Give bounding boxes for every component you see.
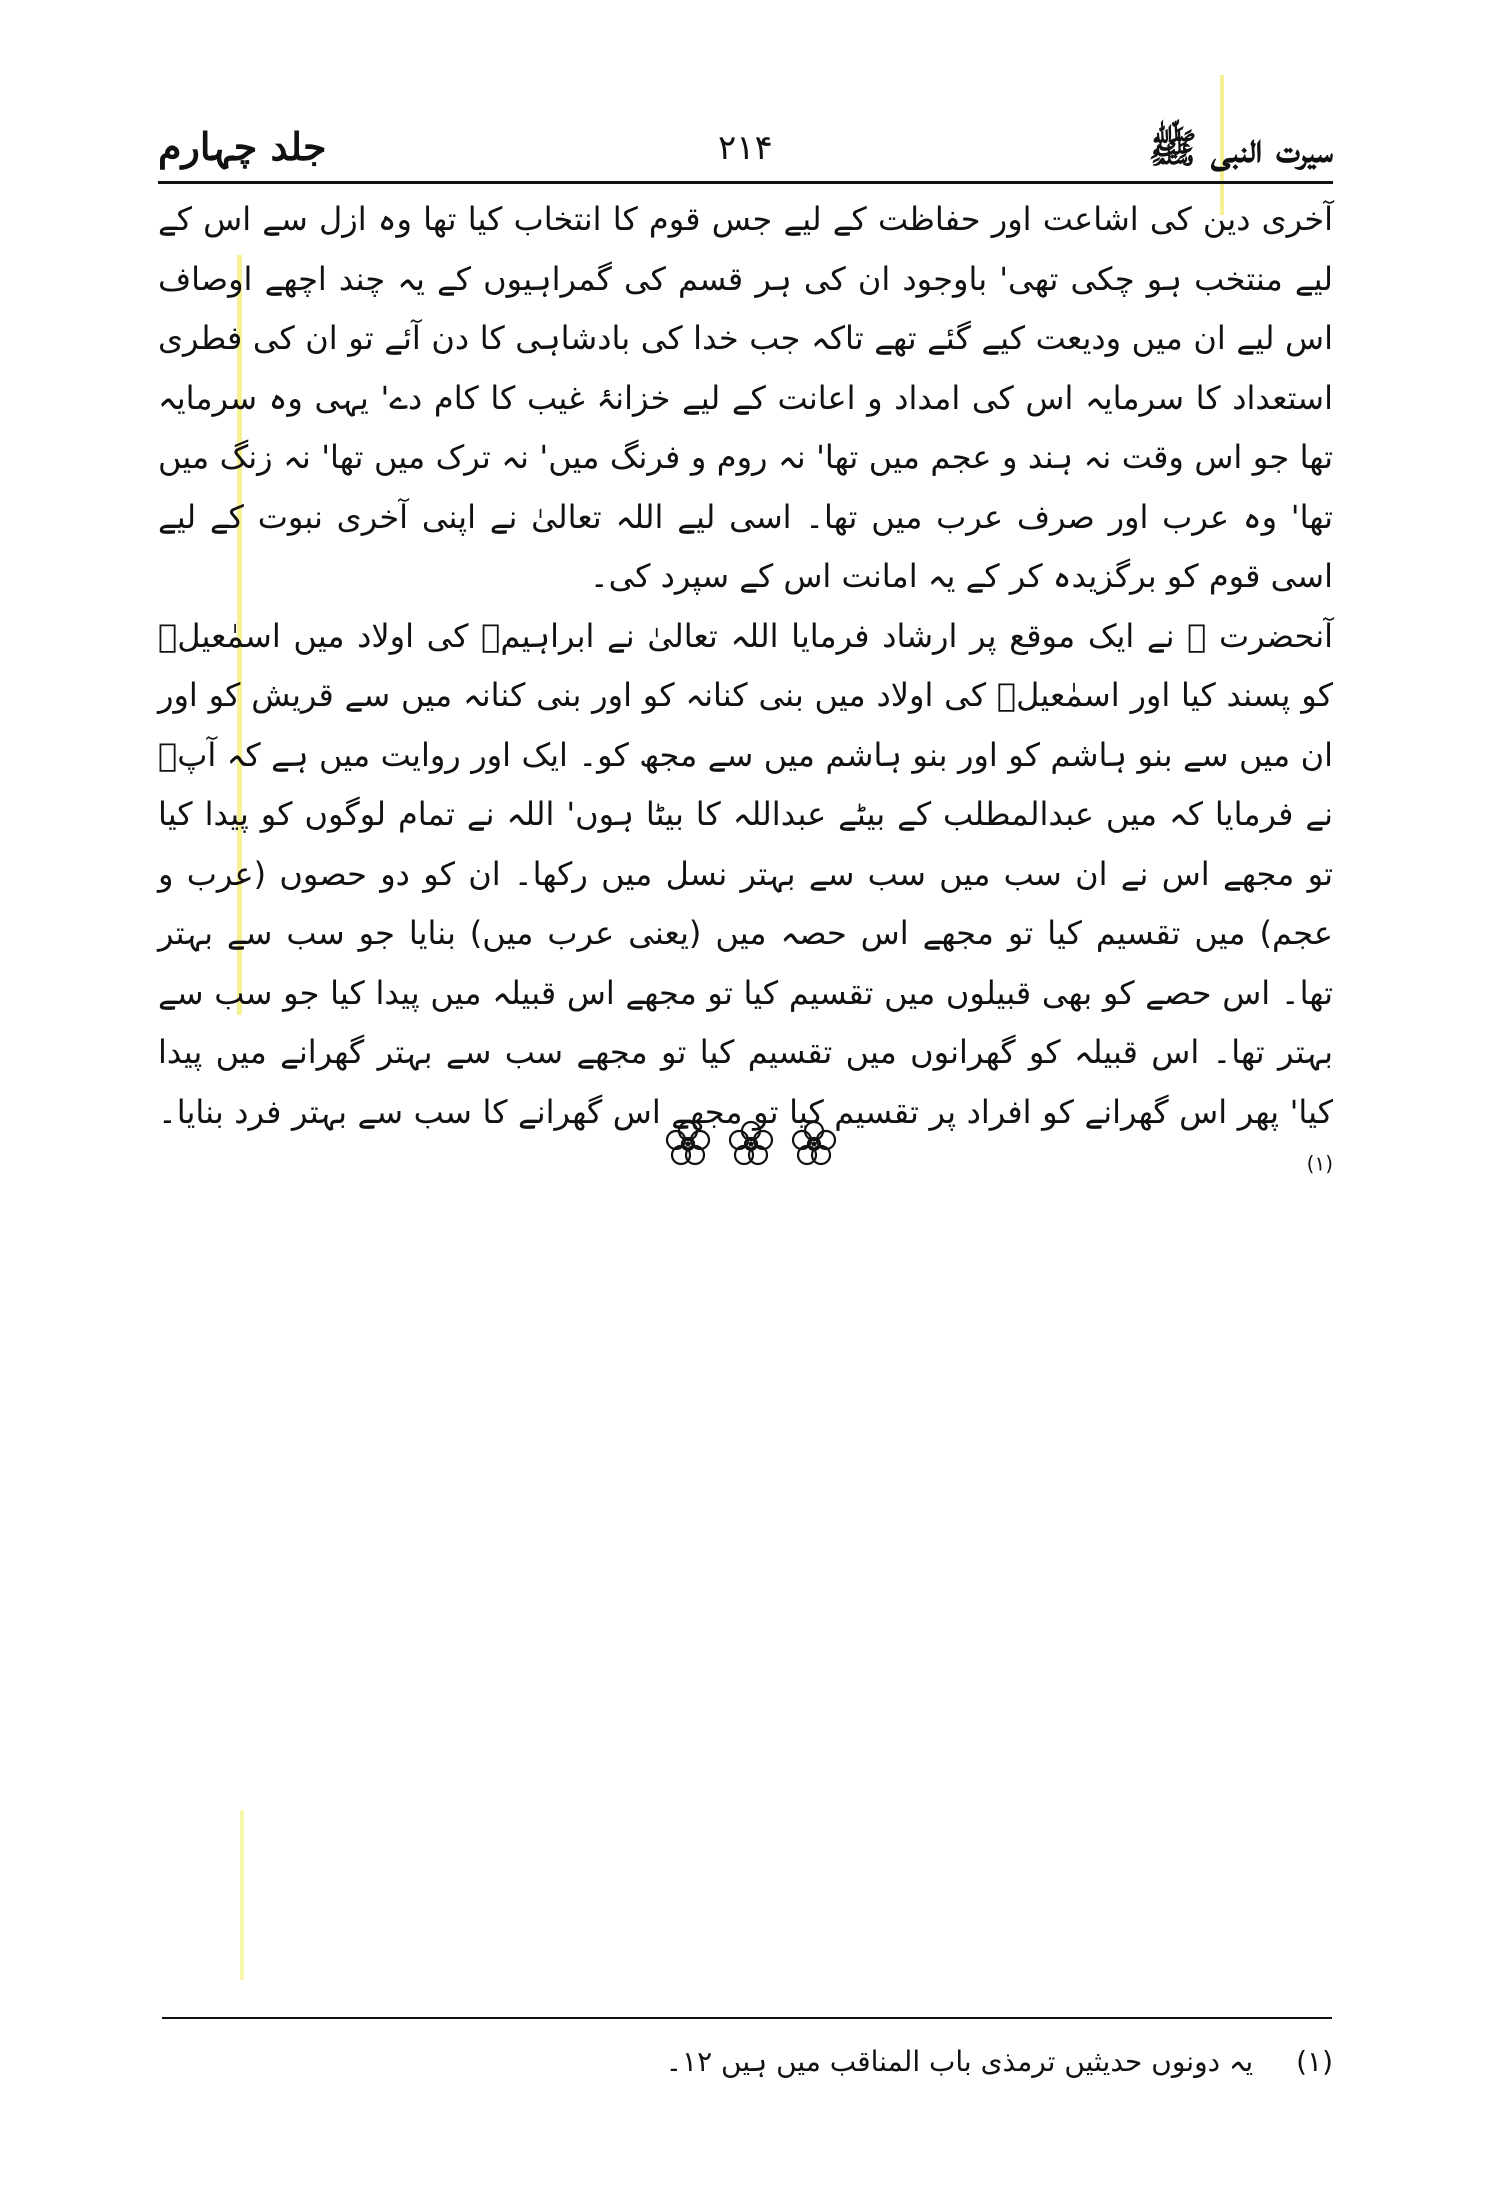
footnote-text: یہ دونوں حدیثیں ترمذی باب المناقب میں ہیں ۱۲۔ bbox=[665, 2045, 1254, 2078]
paragraph-text: آخری دین کی اشاعت اور حفاظت کے لیے جس قوم کا انتخاب کیا تھا وہ ازل سے اس کے لیے منتخب ہو چکی تھی' باوجود ان کی ہر قسم کی گمراہیوں کے یہ چند اچھے اوصاف اس لیے ان میں ودیعت کیے گئے تھے تاکہ جب خدا کی بادشاہی کا دن آئے تو ان کی فطری استعداد کا سرمایہ اس کی امداد و اعانت کے لیے خزانۂ غیب کا کام دے' یہی وہ سرمایہ تھا جو اس وقت نہ ہند و عجم میں تھا' نہ روم و فرنگ میں' نہ ترک میں تھا' نہ زنگ میں تھا' وہ عرب اور صرف عرب میں تھا۔ اسی لیے اللہ تعالیٰ نے اپنی آخری نبوت کے لیے اسی قوم کو برگزیدہ کر کے یہ امانت اس کے سپرد کی۔ bbox=[158, 200, 1333, 595]
highlighter-mark bbox=[240, 1810, 244, 1980]
flower-icon bbox=[788, 1118, 840, 1174]
volume-label: جلد چہارم bbox=[158, 124, 327, 169]
header-divider bbox=[158, 181, 1333, 184]
page-header bbox=[158, 118, 1333, 184]
footnote bbox=[158, 2040, 1333, 2084]
paragraph bbox=[158, 190, 1333, 607]
paragraph-text: آنحضرت ﷺ نے ایک موقع پر ارشاد فرمایا اللہ تعالیٰ نے ابراہیمؑ کی اولاد میں اسمٰعیلؑ کو پسند کیا اور اسمٰعیلؑ کی اولاد میں بنی کنانہ کو اور بنی کنانہ میں سے قریش کو اور ان میں سے بنو ہاشم کو اور بنو ہاشم میں سے مجھ کو۔ ایک اور روایت میں ہے کہ آپؐ نے فرمایا کہ میں عبدالمطلب کے بیٹے عبداللہ کا بیٹا ہوں' اللہ نے تمام لوگوں کو پیدا کیا تو مجھے اس نے ان سب میں سب سے بہتر نسل میں رکھا۔ ان کو دو حصوں (عرب و عجم) میں تقسیم کیا تو مجھے اس حصہ میں (یعنی عرب میں) بنایا جو سب سے بہتر تھا۔ اس حصے کو بھی قبیلوں میں تقسیم کیا تو مجھے اس قبیلہ میں پیدا کیا جو سب سے بہتر تھا۔ اس قبیلہ کو گھرانوں میں تقسیم کیا تو مجھے سب سے بہتر گھرانے میں پیدا کیا' پھر اس گھرانے کو افراد پر تقسیم کیا تو مجھے اس گھرانے کا سب سے بہتر فرد بنایا۔ bbox=[158, 616, 1333, 1131]
flower-icon bbox=[662, 1118, 714, 1174]
page-number: ۲۱۴ bbox=[718, 128, 773, 168]
main-text bbox=[158, 190, 1333, 1202]
footnote-divider bbox=[162, 2017, 1332, 2019]
paragraph bbox=[158, 607, 1333, 1202]
book-title: سیرت النبی ﷺ bbox=[1148, 125, 1333, 172]
footnote-number: (۱) bbox=[1296, 2045, 1333, 2078]
flower-icon bbox=[725, 1118, 777, 1174]
section-ornament bbox=[662, 1118, 840, 1174]
footnote-marker[interactable]: (۱) bbox=[1306, 1151, 1333, 1176]
